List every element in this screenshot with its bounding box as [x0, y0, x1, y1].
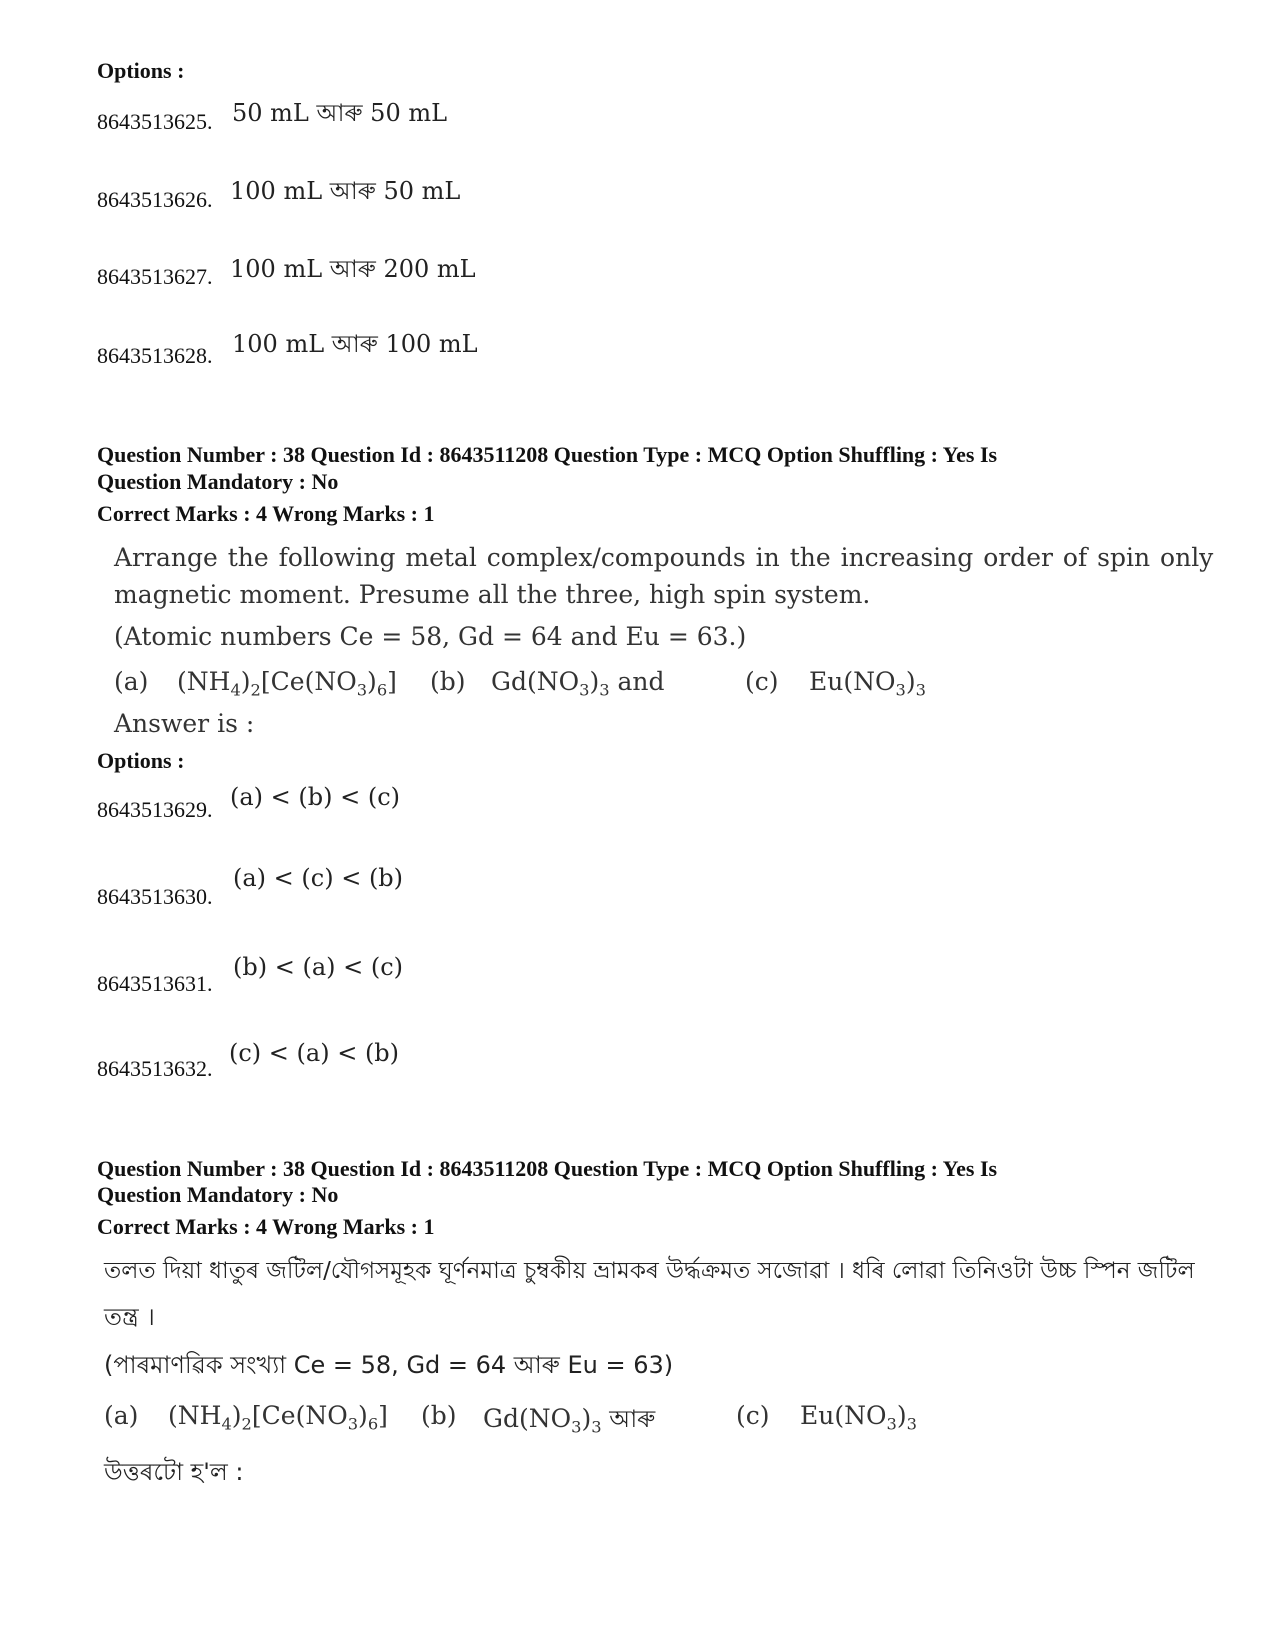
option-id: 8643513626. — [97, 187, 213, 212]
options-label: Options : — [97, 748, 185, 773]
option-id: 8643513631. — [97, 971, 213, 996]
option-id: 8643513632. — [97, 1056, 213, 1081]
option-text: (c) < (a) < (b) — [229, 1039, 400, 1067]
option-id: 8643513629. — [97, 797, 213, 822]
question-marks: Correct Marks : 4 Wrong Marks : 1 — [97, 501, 435, 526]
item-b-label: (b) — [421, 1401, 457, 1430]
item-c-label: (c) — [736, 1401, 770, 1430]
option-id: 8643513630. — [97, 884, 213, 909]
item-a-label: (a) — [104, 1401, 139, 1430]
question-marks: Correct Marks : 4 Wrong Marks : 1 — [97, 1214, 435, 1239]
item-b-formula: $Gd(NO_3)_3$ আৰু — [483, 1404, 656, 1437]
question-header: Question Number : 38 Question Id : 8643511208 Question Type : MCQ Option Shuffling : Yes Is — [97, 442, 998, 467]
option-text: (a) < (b) < (c) — [230, 783, 401, 811]
question-header-cont: Question Mandatory : No — [97, 469, 339, 494]
option-id: 8643513627. — [97, 264, 213, 289]
item-a-label: (a) — [114, 667, 149, 696]
item-a-formula: $(NH_4)_2[Ce(NO_3)_6]$ — [168, 1401, 388, 1434]
question-text-line: Arrange the following metal complex/compounds in the increasing order of spin only — [114, 543, 1214, 572]
option-text: 50 mL আৰু 50 mL — [232, 99, 448, 127]
option-id: 8643513625. — [97, 109, 213, 134]
options-label: Options : — [97, 58, 185, 83]
option-text: 100 mL আৰু 200 mL — [230, 255, 476, 283]
question-text-line: তলত দিয়া ধাতুৰ জটিল/যৌগসমূহক ঘূৰ্ণনমাত্ৰ চুম্বকীয় ভ্ৰামকৰ উৰ্দ্ধক্ৰমত সজোৱা । ধৰি লোৱা তিনিওটা উচ্চ স্পিন জটিল — [104, 1258, 1195, 1284]
answer-prompt: Answer is : — [114, 709, 255, 738]
option-text: (b) < (a) < (c) — [233, 953, 404, 981]
item-b-formula: $Gd(NO_3)_3$ and — [491, 667, 665, 700]
item-c-label: (c) — [745, 667, 779, 696]
item-b-label: (b) — [430, 667, 466, 696]
item-a-formula: $(NH_4)_2[Ce(NO_3)_6]$ — [177, 667, 397, 700]
question-header-cont: Question Mandatory : No — [97, 1182, 339, 1207]
item-c-formula: $Eu(NO_3)_3$ — [800, 1401, 917, 1434]
atomic-numbers: (Atomic numbers Ce = 58, Gd = 64 and Eu = 63.) — [114, 622, 747, 651]
question-header: Question Number : 38 Question Id : 8643511208 Question Type : MCQ Option Shuffling : Yes Is — [97, 1156, 998, 1181]
item-c-formula: $Eu(NO_3)_3$ — [809, 667, 926, 700]
question-text-line: তন্ত্ৰ । — [104, 1303, 155, 1331]
option-id: 8643513628. — [97, 343, 213, 368]
answer-prompt: উত্তৰটো হ'ল : — [104, 1458, 244, 1486]
atomic-numbers: (পাৰমাণৱিক সংখ্যা Ce = 58, Gd = 64 আৰু Eu = 63) — [104, 1351, 674, 1379]
question-text-line: magnetic moment. Presume all the three, high spin system. — [114, 580, 871, 609]
option-text: 100 mL আৰু 100 mL — [232, 330, 478, 358]
option-text: 100 mL আৰু 50 mL — [230, 177, 461, 205]
option-text: (a) < (c) < (b) — [233, 864, 404, 892]
